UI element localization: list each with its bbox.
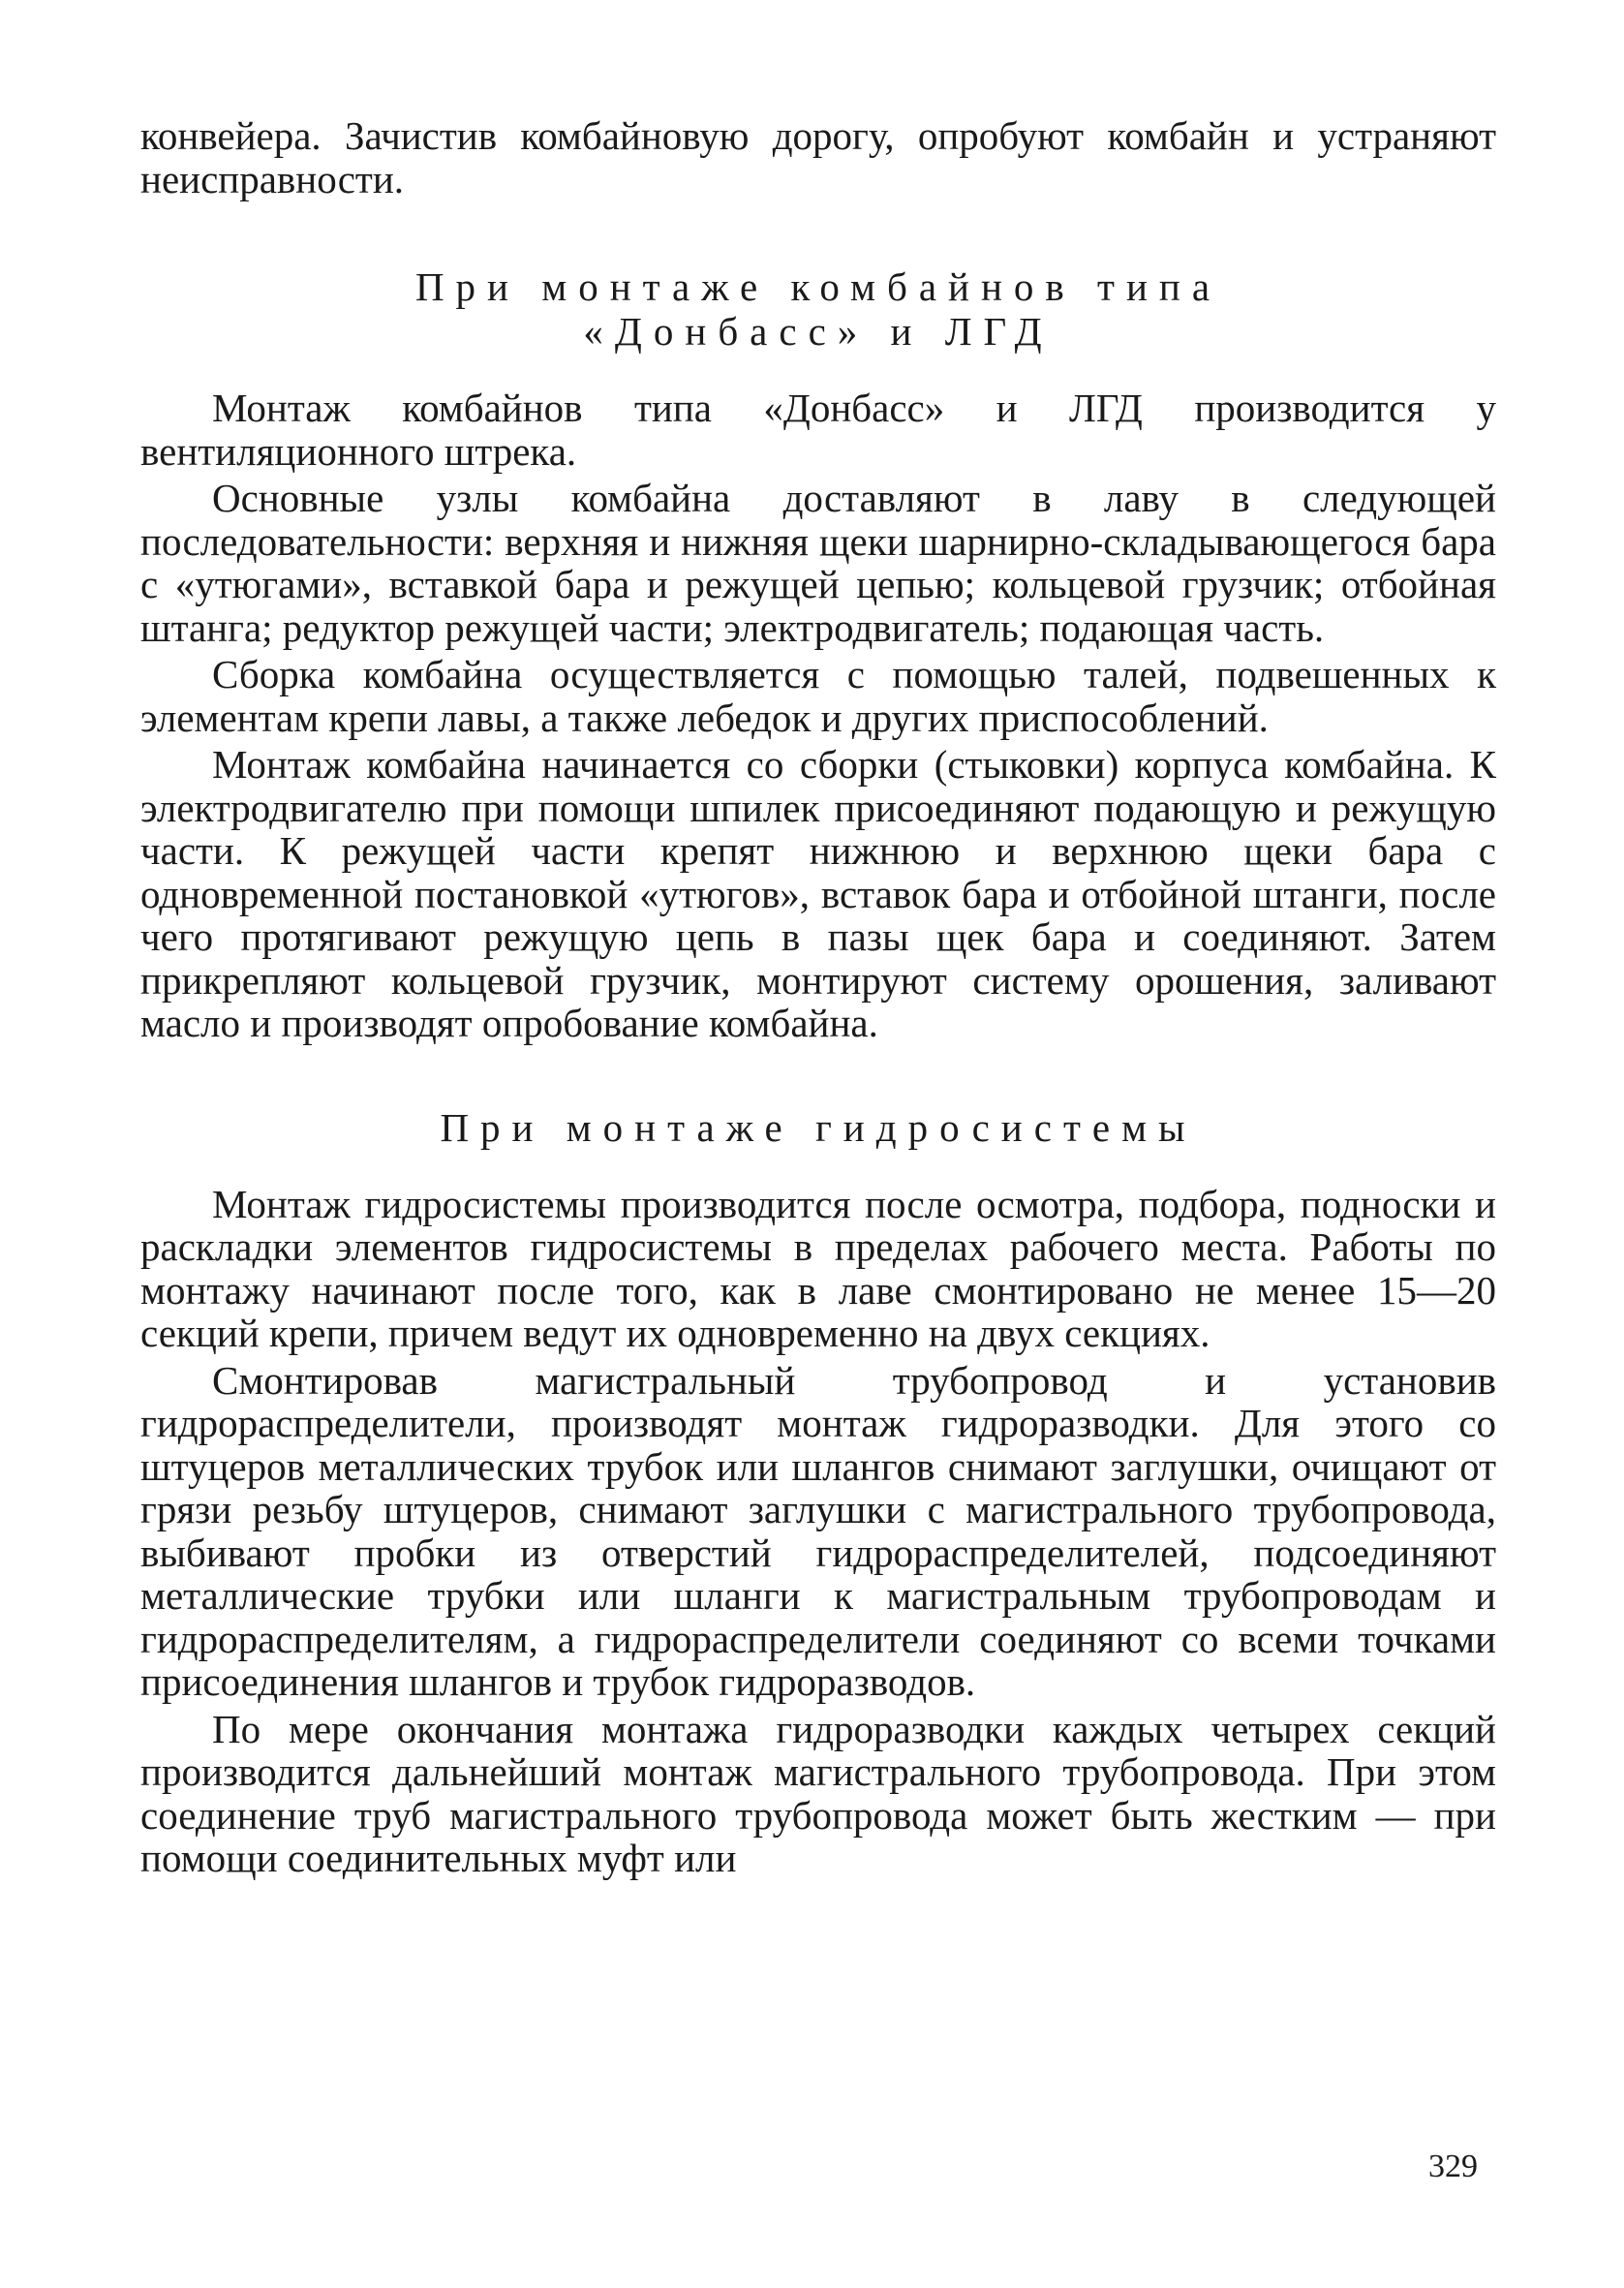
paragraph: По мере окончания монтажа гидроразводки каждых четырех секций производится дальнейший монтаж магистрального трубопровода. При этом соединение труб магистрального трубопровода может быть жестким — при помощи соединительных муфт или bbox=[140, 1706, 1496, 1880]
section-heading-line-2: «Донбасс» и ЛГД bbox=[583, 309, 1054, 354]
paragraph: Сборка комбайна осуществляется с помощью талей, подвешенных к элементам крепи лавы, а также лебедок и других приспособлений. bbox=[140, 652, 1496, 740]
paragraph: Монтаж гидросистемы производится после осмотра, подбора, подноски и раскладки элементов гидросистемы в пределах рабочего места. Работы по монтажу начинают после того, как в лаве смонтировано не менее 15—20 секций крепи, причем ведут их одновременно на двух секциях. bbox=[140, 1181, 1496, 1355]
page-number: 329 bbox=[1428, 2149, 1478, 2184]
paragraph: Смонтировав магистральный трубопровод и установив гидрораспределители, производят монтаж гидроразводки. Для этого со штуцеров металлических трубок или шлангов снимают заглушки, очищают от грязи резьбу штуцеров, снимают заглушки с магистрального трубопровода, выбивают пробки из отверстий гидрораспределителей, подсоединяют металлические трубки или шланги к магистральным трубопроводам и гидрораспределителям, а гидрораспределители соединяют со всеми точками присоединения шлангов и трубок гидроразводов. bbox=[140, 1357, 1496, 1704]
page-content bbox=[140, 114, 1496, 1880]
section-heading-combines bbox=[140, 264, 1496, 354]
paragraph: Монтаж комбайнов типа «Донбасс» и ЛГД производится у вентиляционного штрека. bbox=[140, 386, 1496, 474]
section-heading-hydraulics: При монтаже гидросистемы bbox=[440, 1104, 1197, 1150]
paragraph: Основные узлы комбайна доставляют в лаву в следующей последовательности: верхняя и нижняя щеки шарнирно-складывающегося бара с «утюгами», вставкой бара и режущей цепью; кольцевой грузчик; отбойная штанга; редуктор режущей части; электродвигатель; подающая часть. bbox=[140, 476, 1496, 650]
intro-paragraph: конвейера. Зачистив комбайновую дорогу, опробуют комбайн и устраняют неисправности. bbox=[140, 113, 1496, 201]
paragraph: Монтаж комбайна начинается со сборки (стыковки) корпуса комбайна. К электродвигателю при помощи шпилек присоединяют подающую и режущую части. К режущей части крепят нижнюю и верхнюю щеки бара с одновременной постановкой «утюгов», вставок бара и отбойной штанги, после чего протягивают режущую цепь в пазы щек бара и соединяют. Затем прикрепляют кольцевой грузчик, монтируют систему орошения, заливают масло и производят опробование комбайна. bbox=[140, 742, 1496, 1045]
section-heading-line-1: При монтаже комбайнов типа bbox=[414, 264, 1222, 309]
